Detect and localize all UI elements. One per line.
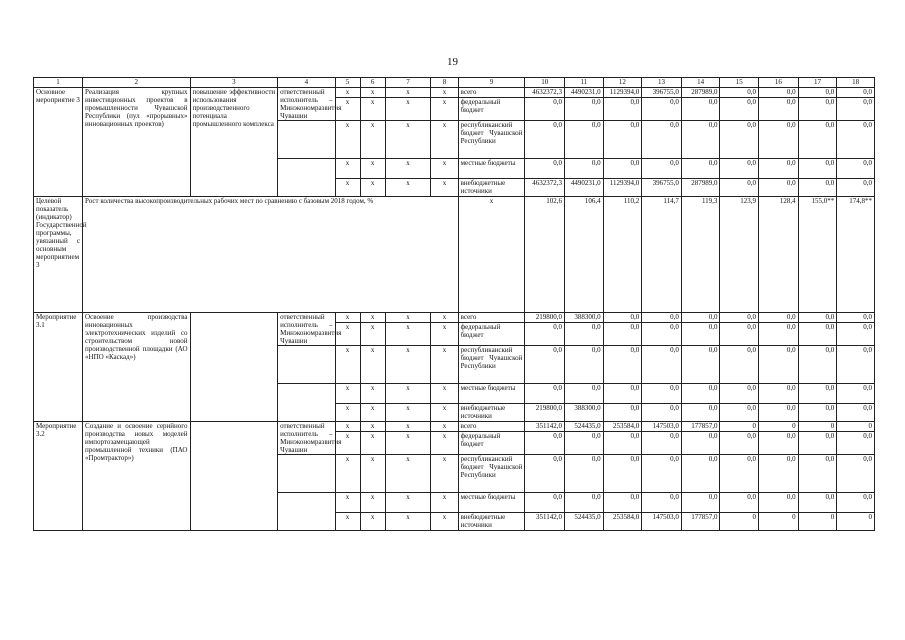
funding-source: всего: [458, 422, 525, 432]
amount-cell: 0,0: [681, 404, 720, 422]
budget-code: x: [385, 455, 431, 493]
measure31-executor: ответственный исполнитель – Минэкономразвития Чувашии: [278, 313, 335, 346]
budget-code: x: [431, 513, 458, 531]
budget-code: x: [360, 313, 385, 323]
page-number: 19: [447, 56, 458, 68]
budget-code: x: [385, 179, 431, 197]
amount-cell: 0,0: [720, 346, 759, 384]
column-number: 15: [720, 78, 759, 88]
amount-cell: 0,0: [603, 159, 642, 179]
indicator-mark: x: [458, 197, 525, 313]
budget-code: x: [360, 159, 385, 179]
amount-cell: 0,0: [681, 322, 720, 345]
amount-cell: 0,0: [525, 493, 565, 513]
amount-cell: 0,0: [759, 431, 799, 454]
funding-source: федеральный бюджет: [458, 431, 525, 454]
budget-code: x: [360, 513, 385, 531]
budget-code: x: [360, 88, 385, 98]
amount-cell: 0,0: [565, 455, 604, 493]
amount-cell: 0,0: [642, 159, 682, 179]
amount-cell: 0,0: [681, 159, 720, 179]
amount-cell: 0,0: [837, 97, 875, 120]
budget-code: x: [385, 422, 431, 432]
amount-cell: 0,0: [642, 493, 682, 513]
funding-source: местные бюджеты: [458, 384, 525, 404]
funding-source: всего: [458, 313, 525, 323]
activity3-executor-cont: [278, 121, 335, 159]
indicator-value: 128,4: [759, 197, 799, 313]
amount-cell: 351142,0: [525, 422, 565, 432]
amount-cell: 0,0: [525, 431, 565, 454]
amount-cell: 0,0: [525, 384, 565, 404]
amount-cell: 0,0: [642, 346, 682, 384]
column-number: 16: [759, 78, 799, 88]
amount-cell: 0,0: [798, 159, 837, 179]
amount-cell: 0,0: [603, 322, 642, 345]
table-body: [34, 78, 875, 531]
indicator-value: 123,9: [720, 197, 759, 313]
indicator-value: 119,3: [681, 197, 720, 313]
budget-code: x: [431, 493, 458, 513]
budget-code: x: [335, 493, 360, 513]
column-number-row: [34, 78, 875, 88]
amount-cell: 0,0: [681, 493, 720, 513]
amount-cell: 1129394,0: [603, 88, 642, 98]
measure32-label: Мероприятие 3.2: [34, 422, 83, 531]
amount-cell: 0,0: [681, 313, 720, 323]
budget-code: x: [385, 346, 431, 384]
measure31-executor-cont: [278, 346, 335, 384]
funding-source: федеральный бюджет: [458, 97, 525, 120]
budget-code: x: [431, 97, 458, 120]
amount-cell: 0,0: [837, 88, 875, 98]
amount-cell: 0,0: [720, 431, 759, 454]
amount-cell: 0,0: [720, 97, 759, 120]
indicator-value: 102,6: [525, 197, 565, 313]
amount-cell: 0,0: [642, 313, 682, 323]
amount-cell: 0,0: [837, 346, 875, 384]
amount-cell: 0: [837, 513, 875, 531]
amount-cell: 0,0: [837, 179, 875, 197]
amount-cell: 219800,0: [525, 313, 565, 323]
amount-cell: 219800,0: [525, 404, 565, 422]
amount-cell: 0,0: [681, 97, 720, 120]
amount-cell: 0,0: [759, 88, 799, 98]
measure32-executor: ответственный исполнитель – Минэкономразвития Чувашии: [278, 422, 335, 455]
table-row: [34, 313, 875, 323]
budget-code: x: [335, 431, 360, 454]
amount-cell: 0,0: [642, 97, 682, 120]
budget-code: x: [385, 313, 431, 323]
amount-cell: 0,0: [525, 322, 565, 345]
measure31-goal: [190, 313, 278, 422]
budget-code: x: [335, 422, 360, 432]
amount-cell: 388300,0: [565, 404, 604, 422]
amount-cell: 4490231,0: [565, 88, 604, 98]
amount-cell: 287989,0: [681, 88, 720, 98]
budget-code: x: [385, 322, 431, 345]
amount-cell: 0,0: [720, 322, 759, 345]
amount-cell: 0,0: [759, 159, 799, 179]
amount-cell: 0,0: [798, 313, 837, 323]
activity3-goal: повышение эффективности использования производственного потенциала промышленного комплекса: [190, 88, 278, 197]
amount-cell: 0,0: [565, 97, 604, 120]
amount-cell: 0,0: [798, 88, 837, 98]
amount-cell: 0,0: [798, 179, 837, 197]
amount-cell: 0,0: [798, 346, 837, 384]
amount-cell: 0,0: [681, 346, 720, 384]
column-number: 18: [837, 78, 875, 88]
indicator-value: 106,4: [565, 197, 604, 313]
budget-code: x: [335, 313, 360, 323]
amount-cell: 1129394,0: [603, 179, 642, 197]
column-number: 3: [190, 78, 278, 88]
budget-code: x: [335, 384, 360, 404]
amount-cell: 4490231,0: [565, 179, 604, 197]
amount-cell: 0,0: [565, 322, 604, 345]
indicator-value: 174,8**: [837, 197, 875, 313]
budget-code: x: [360, 493, 385, 513]
indicator-value: 110,2: [603, 197, 642, 313]
amount-cell: 0,0: [720, 455, 759, 493]
amount-cell: 0,0: [603, 455, 642, 493]
budget-code: x: [385, 431, 431, 454]
amount-cell: 388300,0: [565, 313, 604, 323]
column-number: 13: [642, 78, 682, 88]
amount-cell: 0,0: [759, 346, 799, 384]
measure32-goal: [190, 422, 278, 531]
amount-cell: 0,0: [642, 121, 682, 159]
column-number: 17: [798, 78, 837, 88]
amount-cell: 0,0: [565, 159, 604, 179]
indicator-value: 155,0**: [798, 197, 837, 313]
amount-cell: 0,0: [720, 121, 759, 159]
amount-cell: 0,0: [565, 346, 604, 384]
amount-cell: 0,0: [759, 404, 799, 422]
amount-cell: 0,0: [603, 384, 642, 404]
funding-source: внебюджетные источники: [458, 404, 525, 422]
funding-source: местные бюджеты: [458, 159, 525, 179]
indicator-row: [34, 197, 875, 313]
amount-cell: 0,0: [525, 455, 565, 493]
measure32-executor-empty: [278, 493, 335, 531]
budget-code: x: [385, 493, 431, 513]
amount-cell: 0,0: [798, 322, 837, 345]
funding-source: республиканский бюджет Чувашской Республики: [458, 346, 525, 384]
budget-code: x: [360, 431, 385, 454]
budget-code: x: [385, 88, 431, 98]
amount-cell: 0,0: [759, 97, 799, 120]
budget-code: x: [360, 179, 385, 197]
amount-cell: 0,0: [720, 88, 759, 98]
amount-cell: 0,0: [642, 404, 682, 422]
amount-cell: 0,0: [759, 121, 799, 159]
amount-cell: 0,0: [720, 313, 759, 323]
amount-cell: 0,0: [837, 313, 875, 323]
indicator-text: Рост количества высокопроизводительных рабочих мест по сравнению с базовым 2018 годом, %: [83, 197, 459, 313]
amount-cell: 0,0: [837, 431, 875, 454]
activity3-label: Основное мероприятие 3: [34, 88, 83, 197]
budget-code: x: [431, 179, 458, 197]
budget-code: x: [431, 431, 458, 454]
measure31-label: Мероприятие 3.1: [34, 313, 83, 422]
column-number: 5: [335, 78, 360, 88]
budget-code: x: [360, 346, 385, 384]
amount-cell: 0: [837, 422, 875, 432]
budget-code: x: [360, 322, 385, 345]
funding-source: местные бюджеты: [458, 493, 525, 513]
column-number: 12: [603, 78, 642, 88]
budget-code: x: [385, 97, 431, 120]
amount-cell: 0,0: [798, 455, 837, 493]
amount-cell: 0,0: [759, 384, 799, 404]
column-number: 9: [458, 78, 525, 88]
amount-cell: 0,0: [759, 179, 799, 197]
budget-code: x: [431, 322, 458, 345]
amount-cell: 0,0: [720, 493, 759, 513]
amount-cell: 0,0: [565, 431, 604, 454]
budget-code: x: [360, 97, 385, 120]
funding-source: федеральный бюджет: [458, 322, 525, 345]
amount-cell: 524435,0: [565, 422, 604, 432]
column-number: 10: [525, 78, 565, 88]
amount-cell: 0,0: [642, 384, 682, 404]
funding-source: республиканский бюджет Чувашской Республики: [458, 455, 525, 493]
amount-cell: 0,0: [720, 404, 759, 422]
amount-cell: 0,0: [681, 431, 720, 454]
measure32-name: Создание и освоение серийного производства новых моделей импортозамещающей промышленной техники (ПАО «Промтрактор»): [83, 422, 190, 531]
amount-cell: 0,0: [681, 121, 720, 159]
funding-source: внебюджетные источники: [458, 513, 525, 531]
amount-cell: 0,0: [565, 121, 604, 159]
table-row: [34, 88, 875, 98]
amount-cell: 0,0: [681, 384, 720, 404]
budget-table: [33, 77, 875, 531]
funding-source: внебюджетные источники: [458, 179, 525, 197]
column-number: 4: [278, 78, 335, 88]
budget-code: x: [335, 88, 360, 98]
indicator-value: 114,7: [642, 197, 682, 313]
budget-code: x: [385, 384, 431, 404]
amount-cell: 0,0: [837, 121, 875, 159]
budget-code: x: [431, 346, 458, 384]
amount-cell: 0,0: [837, 384, 875, 404]
amount-cell: 0,0: [837, 404, 875, 422]
budget-code: x: [431, 159, 458, 179]
budget-code: x: [335, 455, 360, 493]
amount-cell: 177857,0: [681, 513, 720, 531]
budget-code: x: [360, 121, 385, 159]
amount-cell: 0,0: [720, 179, 759, 197]
amount-cell: 147503,0: [642, 422, 682, 432]
amount-cell: 0,0: [565, 493, 604, 513]
measure31-name: Освоение производства инновационных электротехнических изделий со строительством новой производственной площадки (АО «НПО «Каскад»): [83, 313, 190, 422]
column-number: 7: [385, 78, 431, 88]
amount-cell: 0: [720, 422, 759, 432]
budget-code: x: [431, 384, 458, 404]
budget-code: x: [335, 159, 360, 179]
budget-code: x: [335, 97, 360, 120]
amount-cell: 0,0: [603, 431, 642, 454]
budget-code: x: [335, 346, 360, 384]
amount-cell: 0,0: [603, 404, 642, 422]
budget-code: x: [385, 404, 431, 422]
amount-cell: 0: [798, 422, 837, 432]
budget-code: x: [385, 121, 431, 159]
budget-code: x: [431, 422, 458, 432]
measure32-executor-cont: [278, 455, 335, 493]
amount-cell: 0,0: [525, 346, 565, 384]
amount-cell: 0,0: [603, 346, 642, 384]
budget-code: x: [431, 313, 458, 323]
amount-cell: 287989,0: [681, 179, 720, 197]
amount-cell: 0,0: [681, 455, 720, 493]
budget-code: x: [335, 179, 360, 197]
amount-cell: 0,0: [642, 431, 682, 454]
budget-code: x: [431, 88, 458, 98]
amount-cell: 0: [720, 513, 759, 531]
column-number: 14: [681, 78, 720, 88]
amount-cell: 0,0: [837, 322, 875, 345]
amount-cell: 0,0: [603, 97, 642, 120]
column-number: 6: [360, 78, 385, 88]
amount-cell: 0: [759, 513, 799, 531]
table-row: [34, 422, 875, 432]
activity3-name: Реализация крупных инвестиционных проектов в промышленности Чувашской Республики (пул «прорывных» инновационных проектов): [83, 88, 190, 197]
budget-code: x: [360, 455, 385, 493]
amount-cell: 0,0: [837, 159, 875, 179]
amount-cell: 0,0: [603, 493, 642, 513]
amount-cell: 0,0: [798, 431, 837, 454]
amount-cell: 0,0: [798, 384, 837, 404]
amount-cell: 147503,0: [642, 513, 682, 531]
amount-cell: 177857,0: [681, 422, 720, 432]
amount-cell: 4632372,3: [525, 179, 565, 197]
amount-cell: 253584,0: [603, 513, 642, 531]
amount-cell: 524435,0: [565, 513, 604, 531]
amount-cell: 0,0: [565, 384, 604, 404]
budget-code: x: [335, 404, 360, 422]
activity3-executor-empty: [278, 159, 335, 197]
amount-cell: 4632372,3: [525, 88, 565, 98]
budget-code: x: [385, 513, 431, 531]
amount-cell: 0,0: [759, 493, 799, 513]
amount-cell: 0,0: [759, 322, 799, 345]
amount-cell: 0: [798, 513, 837, 531]
budget-code: x: [360, 422, 385, 432]
amount-cell: 0: [759, 422, 799, 432]
amount-cell: 0,0: [603, 121, 642, 159]
amount-cell: 0,0: [720, 384, 759, 404]
amount-cell: 0,0: [798, 97, 837, 120]
amount-cell: 0,0: [798, 121, 837, 159]
column-number: 8: [431, 78, 458, 88]
amount-cell: 0,0: [837, 455, 875, 493]
column-number: 11: [565, 78, 604, 88]
budget-code: x: [431, 455, 458, 493]
amount-cell: 0,0: [837, 493, 875, 513]
column-number: 1: [34, 78, 83, 88]
amount-cell: 0,0: [603, 313, 642, 323]
budget-code: x: [335, 121, 360, 159]
amount-cell: 0,0: [720, 159, 759, 179]
amount-cell: 0,0: [525, 121, 565, 159]
amount-cell: 0,0: [642, 322, 682, 345]
amount-cell: 396755,0: [642, 88, 682, 98]
budget-code: x: [335, 513, 360, 531]
budget-code: x: [335, 322, 360, 345]
amount-cell: 351142,0: [525, 513, 565, 531]
amount-cell: 253584,0: [603, 422, 642, 432]
budget-code: x: [360, 384, 385, 404]
amount-cell: 396755,0: [642, 179, 682, 197]
amount-cell: 0,0: [525, 97, 565, 120]
funding-source: всего: [458, 88, 525, 98]
budget-code: x: [360, 404, 385, 422]
amount-cell: 0,0: [798, 404, 837, 422]
column-number: 2: [83, 78, 190, 88]
amount-cell: 0,0: [798, 493, 837, 513]
activity3-executor: ответственный исполнитель – Минэкономразвития Чувашии: [278, 88, 335, 121]
amount-cell: 0,0: [642, 455, 682, 493]
measure31-executor-empty: [278, 384, 335, 422]
amount-cell: 0,0: [759, 455, 799, 493]
budget-code: x: [385, 159, 431, 179]
budget-code: x: [431, 121, 458, 159]
amount-cell: 0,0: [759, 313, 799, 323]
amount-cell: 0,0: [525, 159, 565, 179]
indicator-label: Целевой показатель (индикатор) Государственной программы, увязанный с основным мероприятием 3: [34, 197, 83, 313]
budget-code: x: [431, 404, 458, 422]
funding-source: республиканский бюджет Чувашской Республики: [458, 121, 525, 159]
